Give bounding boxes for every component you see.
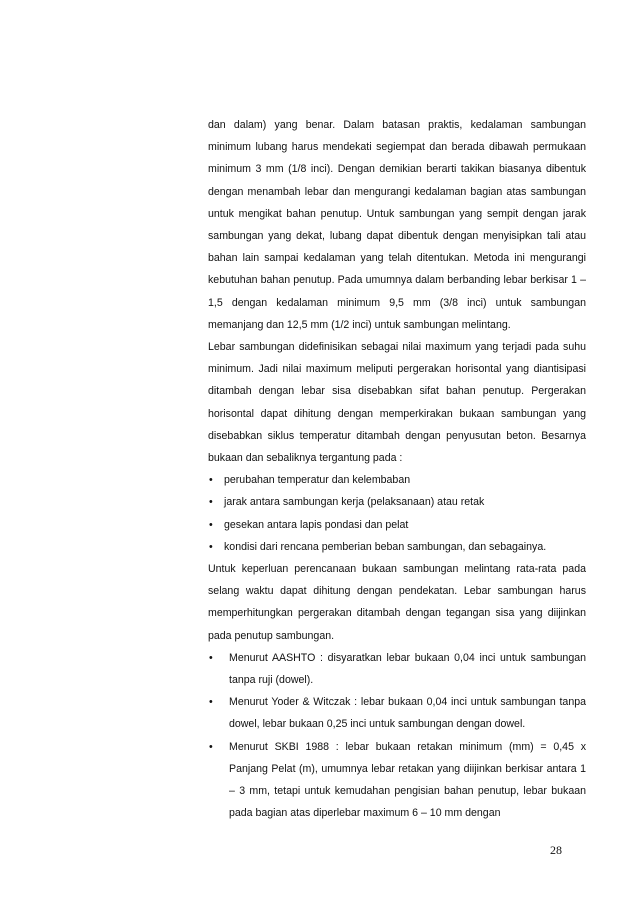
bullet-icon: • (209, 540, 213, 553)
paragraph-joint-depth: dan dalam) yang benar. Dalam batasan praktis, kedalaman sambungan minimum lubang harus mendekati segiempat dan berada dibawah permukaan minimum 3 mm (1/8 inci). Dengan demikian berarti takikan biasanya dibentuk dengan menambah lebar dan mengurangi kedalaman bagian atas sambungan untuk mengikat bahan penutup. Untuk sambungan yang sempit dengan jarak sambungan yang dekat, lubang dapat dibentuk dengan menyisipkan tali atau bahan lain sampai kedalaman yang telah ditentukan. Metoda ini mengurangi kebutuhan bahan penutup. Pada umumnya dalam berbanding lebar berkisar 1 – 1,5 dengan kedalaman minimum 9,5 mm (3/8 inci) untuk sambungan memanjang dan 12,5 mm (1/2 inci) untuk sambungan melintang. (208, 119, 586, 331)
paragraph-design: Untuk keperluan perencanaan bukaan sambungan melintang rata-rata pada selang waktu dapat dihitung dengan pendekatan. Lebar sambungan harus memperhitungkan pergerakan ditambah dengan tegangan sisa yang diijinkan pada penutup sambungan. (208, 563, 586, 642)
list-item (208, 491, 586, 513)
paragraph-joint-width: Lebar sambungan didefinisikan sebagai nilai maximum yang terjadi pada suhu minimum. Jadi nilai maximum meliputi pergerakan horisontal yang diantisipasi ditambah dengan lebar sisa disebabkan sifat bahan penutup. Pergerakan horisontal dapat dihitung dengan memperkirakan bukaan sambungan yang disebabkan siklus temperatur ditambah dengan penyusutan beton. Besarnya bukaan dan sebaliknya tergantung pada : (208, 341, 586, 465)
list-item (208, 514, 586, 536)
page-number: 28 (550, 843, 562, 857)
bullet-icon: • (209, 496, 213, 509)
list-item (208, 691, 586, 735)
list-item (208, 736, 586, 825)
list-item-text: Menurut SKBI 1988 : lebar bukaan retakan minimum (mm) = 0,45 x Panjang Pelat (m), umumnya lebar retakan yang diijinkan berkisar antara 1 – 3 mm, tetapi untuk kemudahan pengisian bahan penutup, lebar bukaan pada bagian atas diperlebar maximum 6 – 10 mm dengan (229, 740, 586, 820)
bullet-icon: • (209, 740, 213, 753)
list-item-text: jarak antara sambungan kerja (pelaksanaan) atau retak (224, 496, 485, 509)
standards-list (208, 647, 586, 825)
list-item-text: perubahan temperatur dan kelembaban (224, 474, 411, 487)
list-item (208, 536, 586, 558)
list-item-text: kondisi dari rencana pemberian beban sambungan, dan sebagainya. (224, 540, 547, 553)
body-text (208, 114, 586, 825)
bullet-icon: • (209, 651, 213, 664)
bullet-icon: • (209, 696, 213, 709)
list-item-text: gesekan antara lapis pondasi dan pelat (224, 518, 409, 531)
bullet-icon: • (209, 518, 213, 531)
list-item (208, 647, 586, 691)
factor-list (208, 469, 586, 558)
bullet-icon: • (209, 474, 213, 487)
list-item-text: Menurut Yoder & Witczak : lebar bukaan 0,04 inci untuk sambungan tanpa dowel, lebar bukaan 0,25 inci untuk sambungan dengan dowel. (229, 696, 586, 731)
list-item-text: Menurut AASHTO : disyaratkan lebar bukaan 0,04 inci untuk sambungan tanpa ruji (dowel). (229, 651, 586, 687)
list-item (208, 469, 586, 491)
